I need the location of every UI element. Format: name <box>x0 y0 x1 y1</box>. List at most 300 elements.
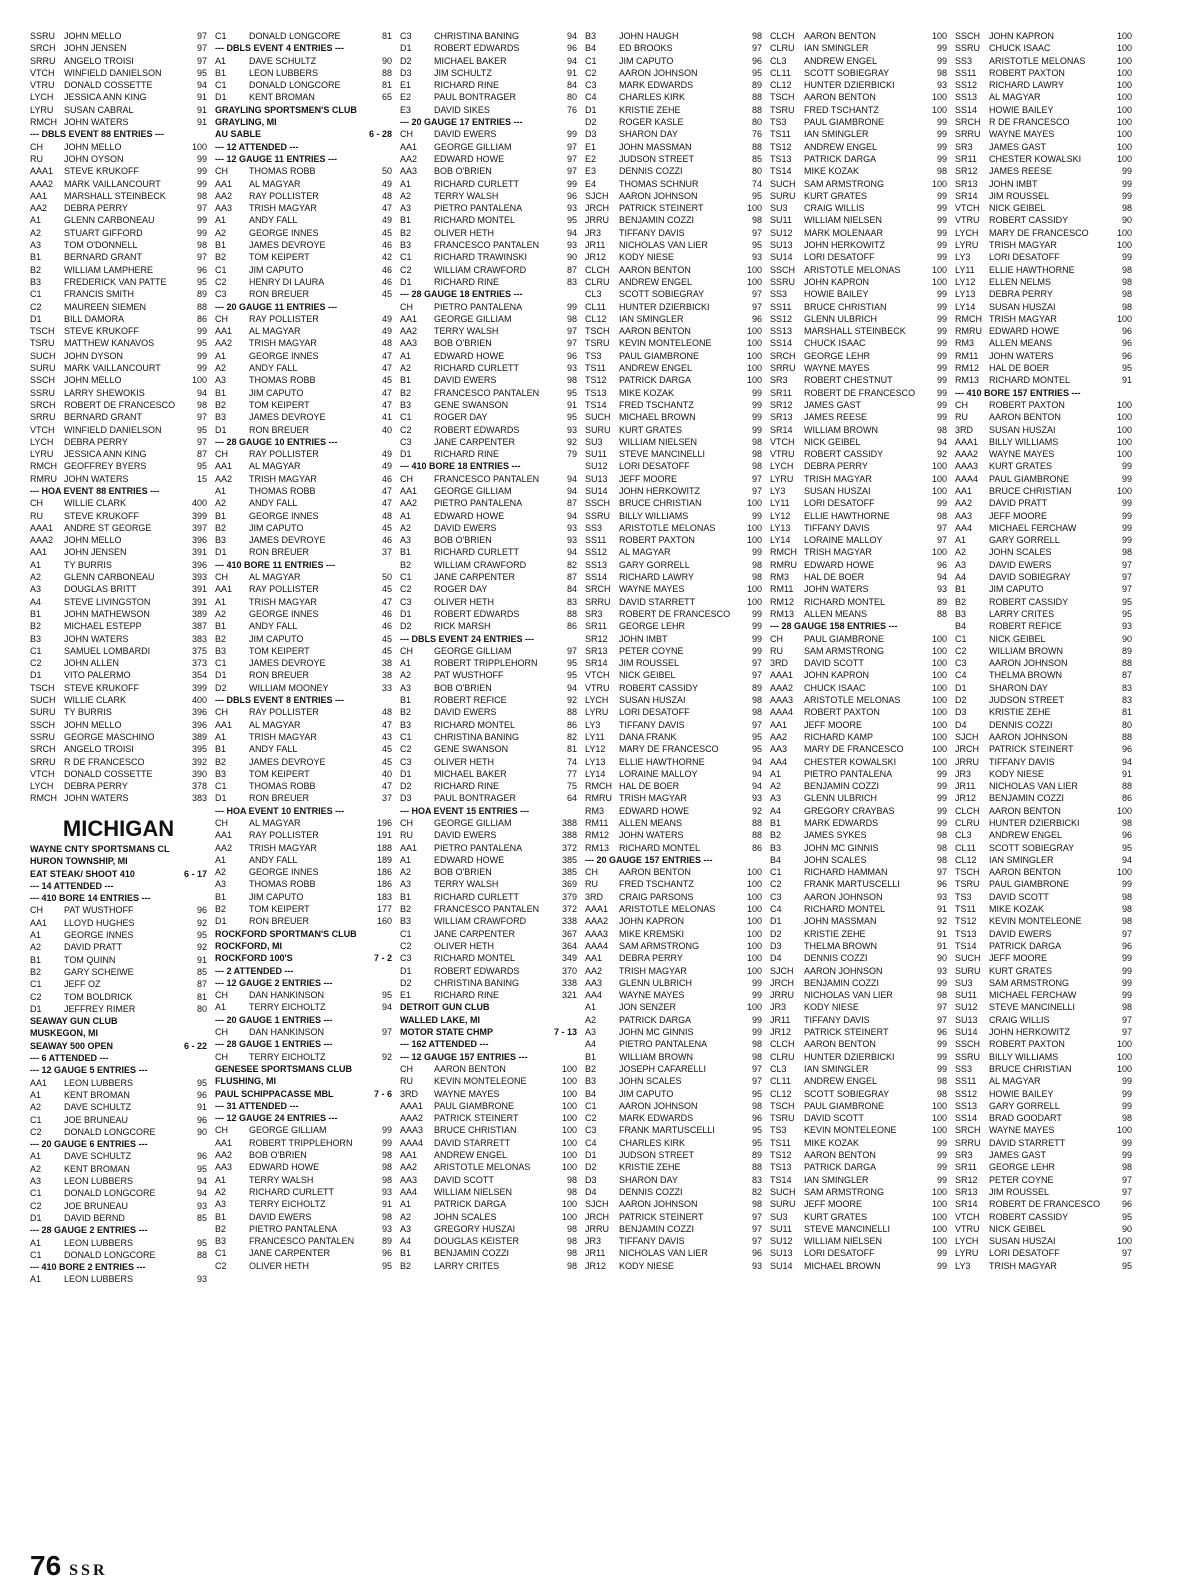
shooter-name: WILLIAM NIELSEN <box>434 1186 513 1197</box>
result-row <box>955 141 1132 153</box>
entries-header: --- 14 ATTENDED --- <box>30 880 114 891</box>
class-code: AA4 <box>585 990 603 1001</box>
shooter-name: JIM CAPUTO <box>249 387 304 398</box>
score: 99 <box>936 203 947 214</box>
result-row <box>585 1149 762 1161</box>
class-code: AAA1 <box>770 670 794 681</box>
class-code: SU3 <box>585 436 603 447</box>
result-row <box>955 42 1132 54</box>
score: 99 <box>751 387 762 398</box>
result-row <box>30 694 207 706</box>
score: 100 <box>931 473 947 484</box>
score: 46 <box>381 264 392 275</box>
result-row <box>955 264 1132 276</box>
shooter-name: JUDSON STREET <box>619 1150 695 1161</box>
result-row <box>955 1149 1132 1161</box>
shooter-name: RON BREUER <box>249 916 310 927</box>
result-row <box>955 190 1132 202</box>
class-code: LYRU <box>30 449 54 460</box>
shooter-name: KODY NIESE <box>989 768 1044 779</box>
score: 99 <box>751 547 762 558</box>
class-code: SS13 <box>770 326 793 337</box>
shooter-name: TRISH MAGYAR <box>249 731 317 742</box>
shooter-name: GEORGE GILLIAM <box>434 818 512 828</box>
shooter-name: JEFF OZ <box>64 979 101 990</box>
shooter-name: LORAINE MALLOY <box>619 768 698 779</box>
class-code: TS13 <box>770 153 792 164</box>
class-code: D4 <box>770 953 782 964</box>
result-row <box>955 719 1132 731</box>
result-row <box>585 202 762 214</box>
result-row <box>770 337 947 349</box>
shooter-name: JEFF MOORE <box>989 510 1047 521</box>
class-code: CL11 <box>585 301 606 312</box>
score: 96 <box>751 1113 762 1124</box>
class-code: RMCH <box>955 313 982 324</box>
score: 99 <box>1121 879 1132 890</box>
score: 81 <box>566 744 577 755</box>
shooter-name: MICHAEL BROWN <box>619 412 696 423</box>
result-row <box>955 1260 1132 1272</box>
class-code: RU <box>955 412 968 423</box>
shooter-name: DAVID SCOTT <box>804 658 864 669</box>
result-row <box>30 954 207 966</box>
class-code: E2 <box>585 153 597 164</box>
score: 100 <box>931 645 947 656</box>
class-code: RM13 <box>585 842 610 853</box>
class-code: AA1 <box>585 953 603 964</box>
result-row <box>400 657 577 669</box>
class-code: CH <box>215 449 228 460</box>
shooter-name: IAN SMINGLER <box>804 1063 869 1074</box>
shooter-name: TIFFANY DAVIS <box>619 719 685 730</box>
class-code: B3 <box>400 399 412 410</box>
shooter-name: TY BURRIS <box>64 559 112 570</box>
club-heading: HURON TOWNSHIP, MI <box>30 856 128 867</box>
score: 87 <box>196 979 207 990</box>
class-code: SR13 <box>955 1186 978 1197</box>
score: 96 <box>196 1089 207 1100</box>
shooter-name: KEVIN MONTELEONE <box>804 1125 897 1136</box>
shooter-name: JUDSON STREET <box>619 153 695 164</box>
class-code: RM12 <box>770 596 795 607</box>
class-code: A2 <box>955 547 967 558</box>
shooter-name: JIM ROUSSEL <box>619 658 680 669</box>
class-code: CH <box>215 313 228 324</box>
entries-header: --- 410 BORE 14 ENTRIES --- <box>30 893 151 904</box>
result-row <box>215 337 392 349</box>
result-row <box>30 917 207 929</box>
result-row <box>215 485 392 497</box>
shooter-name: GEORGE INNES <box>249 510 319 521</box>
shooter-name: ROBERT PAXTON <box>619 535 695 546</box>
result-row <box>770 731 947 743</box>
score: 90 <box>1121 1223 1132 1234</box>
score: 100 <box>1116 240 1132 251</box>
event-name: PAUL SCHIPPACASSE MBL <box>215 1088 334 1099</box>
shooter-name: JANE CARPENTER <box>434 436 516 447</box>
score: 48 <box>381 190 392 201</box>
result-row <box>585 1198 762 1210</box>
class-code: B2 <box>400 904 412 915</box>
result-row <box>955 313 1132 325</box>
class-code: JR11 <box>585 1248 606 1259</box>
result-row <box>585 546 762 558</box>
shooter-name: HUNTER DZIERBICKI <box>989 818 1080 828</box>
result-row <box>770 104 947 116</box>
result-row <box>955 633 1132 645</box>
class-code: SSCH <box>30 719 56 730</box>
shooter-name: DONALD LONGCORE <box>64 1249 156 1260</box>
result-row <box>215 756 392 768</box>
class-code: TS13 <box>770 1162 792 1173</box>
score: 47 <box>381 350 392 361</box>
shooter-name: BRUCE CHRISTIAN <box>989 485 1072 496</box>
shooter-name: CHUCK ISAAC <box>989 43 1051 54</box>
score: 99 <box>1121 1137 1132 1148</box>
shooter-name: AARON BENTON <box>989 805 1061 816</box>
result-row <box>955 805 1132 817</box>
shooter-name: ANDREW ENGEL <box>434 1150 508 1161</box>
class-code: CH <box>215 1125 228 1136</box>
shooter-name: MARK VAILLANCOURT <box>64 178 161 189</box>
shooter-name: OLIVER HETH <box>249 1260 310 1271</box>
score: 95 <box>751 744 762 755</box>
score: 98 <box>196 190 207 201</box>
shooter-name: VITO PALERMO <box>64 670 131 681</box>
score: 95 <box>381 990 392 1001</box>
result-row <box>770 989 947 1001</box>
shooter-name: EDWARD HOWE <box>804 559 875 570</box>
shooter-name: JOHN MC GINNIS <box>619 1027 694 1038</box>
shooter-name: WAYNE MAYES <box>434 1088 500 1099</box>
result-row <box>585 1211 762 1223</box>
result-row <box>30 399 207 411</box>
class-code: E3 <box>400 104 412 115</box>
shooter-name: JOHN KAPRON <box>989 31 1055 41</box>
class-code: A3 <box>215 879 227 890</box>
result-row <box>215 424 392 436</box>
shooter-name: NICK GEIBEL <box>989 1223 1046 1234</box>
score: 97 <box>196 203 207 214</box>
score: 80 <box>1121 719 1132 730</box>
score: 49 <box>381 178 392 189</box>
result-row <box>770 1235 947 1247</box>
class-code: A2 <box>770 781 782 792</box>
class-code: AA1 <box>30 547 48 558</box>
score: 87 <box>566 572 577 583</box>
score: 100 <box>1116 449 1132 460</box>
result-row <box>215 1149 392 1161</box>
result-row <box>215 214 392 226</box>
result-row <box>770 91 947 103</box>
shooter-name: GEORGE INNES <box>249 867 319 878</box>
class-code: SR14 <box>585 658 608 669</box>
score: 98 <box>1121 1162 1132 1173</box>
shooter-name: JIM CAPUTO <box>619 1088 674 1099</box>
score: 95 <box>566 670 577 681</box>
class-code: LY11 <box>770 498 790 509</box>
class-code: A4 <box>400 1236 412 1247</box>
score: 99 <box>196 326 207 337</box>
result-row <box>400 866 577 878</box>
score: 100 <box>746 498 762 509</box>
result-row <box>955 55 1132 67</box>
score: 99 <box>936 363 947 374</box>
class-code: AA3 <box>400 1174 418 1185</box>
score: 100 <box>931 178 947 189</box>
shooter-name: HOWIE BAILEY <box>804 289 869 300</box>
shooter-name: JAMES REESE <box>804 412 868 423</box>
class-code: JR3 <box>585 227 602 238</box>
class-code: 3RD <box>585 891 604 902</box>
result-row <box>400 497 577 509</box>
score: 64 <box>566 793 577 804</box>
result-row <box>30 633 207 645</box>
result-row <box>585 805 762 817</box>
score: 99 <box>936 326 947 337</box>
shooter-name: CHRISTINA BANING <box>434 31 520 41</box>
shooter-name: SHARON DAY <box>989 682 1048 693</box>
shooter-name: DEBRA PERRY <box>989 289 1053 300</box>
shooter-name: BOB O'BRIEN <box>434 338 492 349</box>
score: 85 <box>196 1212 207 1223</box>
score: 47 <box>381 596 392 607</box>
shooter-name: JAMES GAST <box>804 399 862 410</box>
entries-header: --- 12 GAUGE 157 ENTRIES --- <box>400 1051 528 1062</box>
shooter-name: OLIVER HETH <box>434 596 495 607</box>
shooter-name: WILLIAM NIELSEN <box>804 215 883 226</box>
shooter-name: KEVIN MONTELEONE <box>619 338 712 349</box>
shooter-name: RICHARD MONTEL <box>804 904 886 915</box>
result-row <box>585 1186 762 1198</box>
score: 100 <box>1116 104 1132 115</box>
score: 99 <box>936 190 947 201</box>
score: 98 <box>936 1088 947 1099</box>
result-row <box>955 559 1132 571</box>
score: 95 <box>196 1163 207 1174</box>
result-row <box>955 276 1132 288</box>
page-footer <box>30 1550 108 1582</box>
shooter-name: RON BREUER <box>249 547 310 558</box>
result-row <box>400 424 577 436</box>
result-row <box>215 878 392 890</box>
result-row <box>585 497 762 509</box>
result-row <box>30 1175 207 1187</box>
result-row <box>955 866 1132 878</box>
score: 99 <box>1121 522 1132 533</box>
result-row <box>30 743 207 755</box>
result-row <box>30 657 207 669</box>
score: 387 <box>191 621 207 632</box>
score: 88 <box>1121 731 1132 742</box>
score: 99 <box>936 55 947 66</box>
class-code: D1 <box>30 313 42 324</box>
class-code: C3 <box>400 953 412 964</box>
result-row <box>955 1211 1132 1223</box>
result-row <box>955 940 1132 952</box>
shooter-name: NICK GEIBEL <box>989 633 1046 644</box>
score: 45 <box>381 375 392 386</box>
shooter-name: JOSEPH CAFARELLI <box>619 1063 707 1074</box>
class-code: LY3 <box>770 485 786 496</box>
shooter-name: DAVE SCHULTZ <box>249 55 317 66</box>
class-code: TSCH <box>30 682 55 693</box>
event-title <box>30 1040 207 1052</box>
class-code: VTCH <box>585 670 610 681</box>
shooter-name: WAYNE MAYES <box>804 363 870 374</box>
class-code: RMCH <box>30 117 57 128</box>
shooter-name: PIETRO PANTALENA <box>804 768 893 779</box>
score: 79 <box>566 449 577 460</box>
entries-header: --- 28 GAUGE 158 ENTRIES --- <box>770 621 898 632</box>
score: 76 <box>751 129 762 140</box>
class-code: AAA4 <box>400 1137 424 1148</box>
entries-header: --- DBLS EVENT 88 ENTRIES --- <box>30 129 165 140</box>
shooter-name: AL MAGYAR <box>989 92 1041 103</box>
score: 98 <box>751 1100 762 1111</box>
shooter-name: BILLY WILLIAMS <box>619 510 689 521</box>
score: 99 <box>936 338 947 349</box>
result-row <box>215 67 392 79</box>
class-code: B1 <box>30 252 42 263</box>
result-row <box>585 301 762 313</box>
score: 196 <box>376 818 392 828</box>
class-code: SR11 <box>955 153 977 164</box>
result-row <box>585 608 762 620</box>
score: 100 <box>931 485 947 496</box>
score: 37 <box>381 793 392 804</box>
score: 367 <box>561 928 577 939</box>
result-row <box>955 756 1132 768</box>
class-code: TSRU <box>585 338 610 349</box>
class-code: AA2 <box>215 842 233 853</box>
result-row <box>955 546 1132 558</box>
class-code: AA1 <box>215 461 233 472</box>
class-code: AA2 <box>770 731 788 742</box>
class-code: D1 <box>215 670 227 681</box>
shooter-name: ROBERT PAXTON <box>989 1039 1065 1050</box>
score: 100 <box>746 965 762 976</box>
class-code: SR13 <box>955 178 978 189</box>
result-row <box>30 510 207 522</box>
result-row <box>400 1112 577 1124</box>
shooter-name: JIM ROUSSEL <box>989 1186 1050 1197</box>
result-row <box>400 829 577 841</box>
result-row <box>215 1247 392 1259</box>
class-code: A1 <box>215 485 227 496</box>
score: 95 <box>566 412 577 423</box>
shooter-name: THOMAS ROBB <box>249 879 316 890</box>
class-code: AA1 <box>770 719 788 730</box>
shooter-name: DAVE SCHULTZ <box>64 1151 132 1162</box>
result-row <box>585 460 762 472</box>
result-row <box>955 1174 1132 1186</box>
shooter-name: BRUCE CHRISTIAN <box>619 498 702 509</box>
class-code: LYRU <box>770 473 794 484</box>
score: 93 <box>566 363 577 374</box>
class-code: D1 <box>30 1212 42 1223</box>
event-date: 7 - 6 <box>373 1088 392 1099</box>
score: 45 <box>381 522 392 533</box>
score: 98 <box>1121 916 1132 927</box>
score: 186 <box>376 867 392 878</box>
shooter-name: ALLEN MEANS <box>619 818 683 828</box>
result-row <box>585 473 762 485</box>
result-row <box>400 792 577 804</box>
shooter-name: LARRY SHEWOKIS <box>64 387 145 398</box>
shooter-name: IAN SMINGLER <box>619 313 684 324</box>
shooter-name: WAYNE MAYES <box>619 990 685 1001</box>
class-code: A2 <box>30 227 42 238</box>
class-code: LYCH <box>585 695 609 706</box>
class-code: C2 <box>400 264 412 275</box>
score: 99 <box>196 215 207 226</box>
result-row <box>585 387 762 399</box>
class-code: AAA4 <box>585 940 609 951</box>
class-code: TS3 <box>955 891 972 902</box>
class-code: A4 <box>585 1039 597 1050</box>
result-row <box>30 966 207 978</box>
shooter-name: DONALD COSSETTE <box>64 80 153 91</box>
shooter-name: GEORGE INNES <box>249 227 319 238</box>
class-code: B1 <box>955 584 967 595</box>
class-code: CH <box>215 166 228 177</box>
shooter-name: DONALD LONGCORE <box>64 1188 156 1199</box>
shooter-name: AL MAGYAR <box>249 719 301 730</box>
shooter-name: TIFFANY DAVIS <box>619 227 685 238</box>
class-code: A3 <box>215 1199 227 1210</box>
shooter-name: PATRICK STEINERT <box>804 1027 889 1038</box>
score: 100 <box>191 375 207 386</box>
shooter-name: JEFF MOORE <box>619 473 677 484</box>
shooter-name: LORI DESATOFF <box>989 1248 1060 1259</box>
score: 87 <box>566 264 577 275</box>
class-code: C2 <box>30 658 42 669</box>
score: 98 <box>196 399 207 410</box>
shooter-name: RICHARD CURLETT <box>434 363 520 374</box>
result-row <box>30 559 207 571</box>
entries-header: --- 410 BORE 11 ENTRIES --- <box>215 559 336 570</box>
score: 100 <box>931 633 947 644</box>
result-row <box>585 399 762 411</box>
shooter-name: BRAD GOODART <box>989 1113 1062 1124</box>
score: 396 <box>191 707 207 718</box>
shooter-name: WILLIAM NIELSEN <box>619 436 698 447</box>
entries-header: --- HOA EVENT 10 ENTRIES --- <box>215 805 345 816</box>
class-code: SR13 <box>585 645 608 656</box>
score: 97 <box>751 658 762 669</box>
class-code: SU13 <box>955 1014 978 1025</box>
shooter-name: JEFF MOORE <box>989 953 1047 964</box>
shooter-name: DOUGLAS BRITT <box>64 584 137 595</box>
shooter-name: JOHN MELLO <box>64 535 122 546</box>
result-row <box>955 399 1132 411</box>
entries-header: --- 28 GAUGE 10 ENTRIES --- <box>215 436 338 447</box>
shooter-name: AARON JOHNSON <box>619 1199 698 1210</box>
score: 92 <box>936 449 947 460</box>
class-code: D1 <box>585 104 597 115</box>
class-code: C3 <box>400 596 412 607</box>
score: 98 <box>1121 289 1132 300</box>
score: 99 <box>751 399 762 410</box>
result-row <box>215 190 392 202</box>
result-row <box>215 1260 392 1272</box>
score: 99 <box>936 1051 947 1062</box>
score: 46 <box>381 621 392 632</box>
score: 85 <box>196 966 207 977</box>
class-code: B1 <box>400 695 412 706</box>
